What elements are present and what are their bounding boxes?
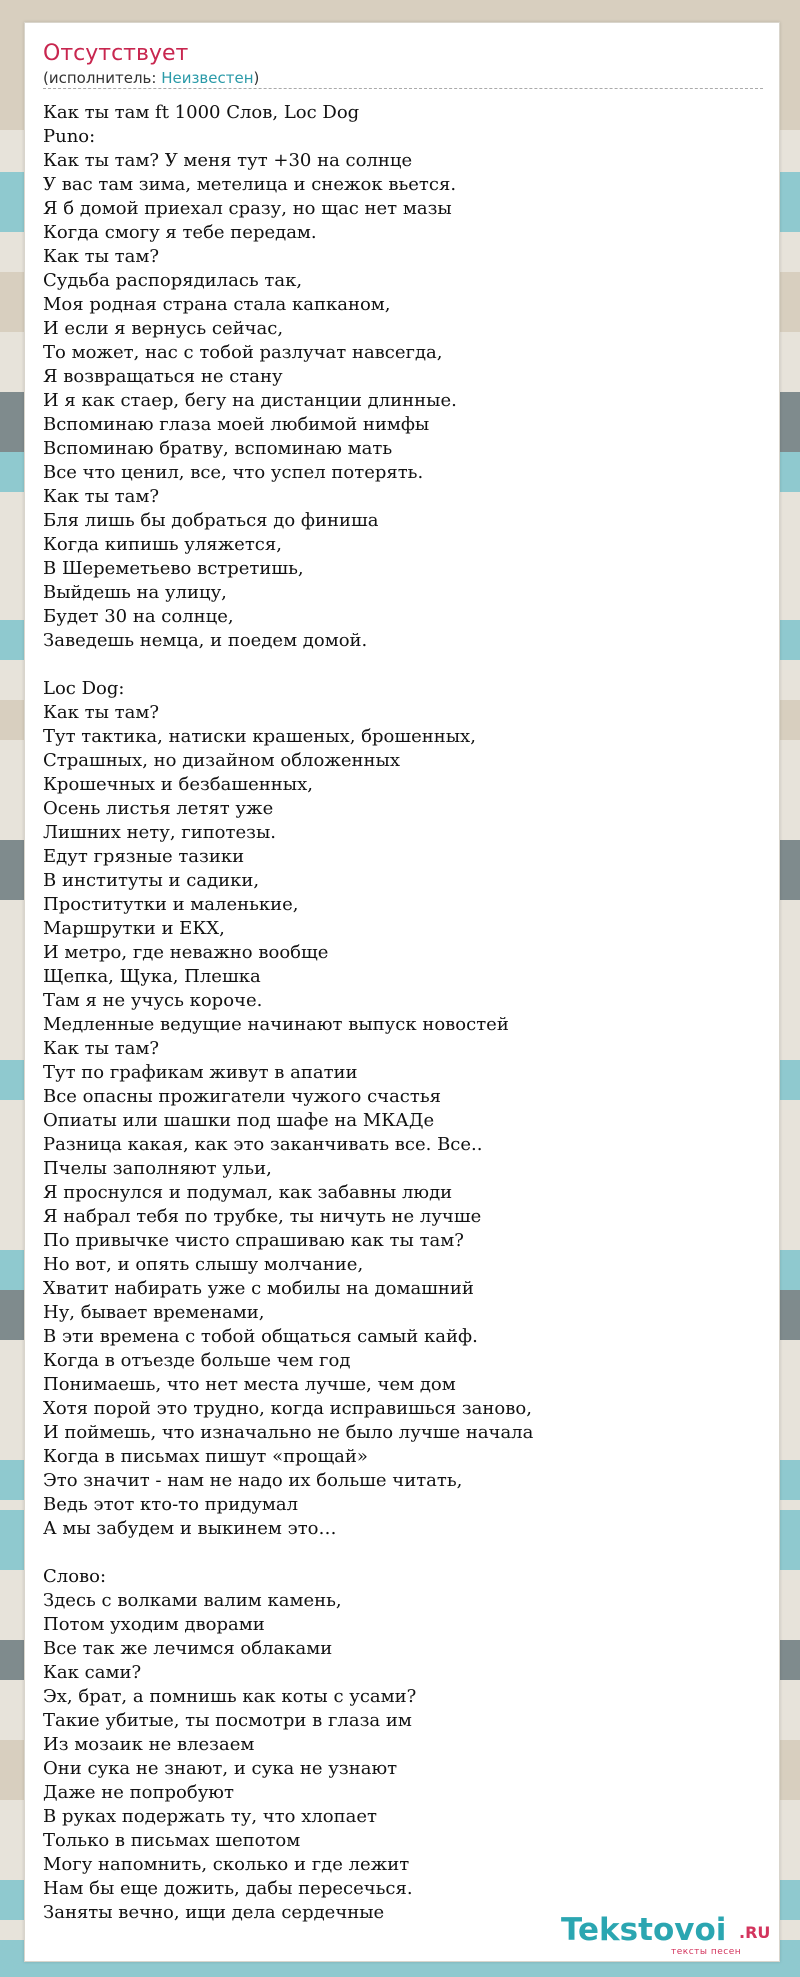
logo-tagline: тексты песен — [671, 1947, 742, 1957]
lyric-line: Эх, брат, а помнишь как коты с усами? — [43, 1686, 417, 1707]
logo-wordmark: Tekstovoi — [561, 1912, 727, 1948]
lyric-line: Слово: — [43, 1566, 107, 1587]
lyric-line: И метро, где неважно вообще — [43, 942, 329, 963]
lyric-line: Из мозаик не влезаем — [43, 1734, 255, 1755]
lyric-line: Страшных, но дизайном обложенных — [43, 750, 401, 771]
lyric-line: Выйдешь на улицу, — [43, 582, 227, 603]
lyric-line: Как ты там ft 1000 Слов, Loc Dog — [43, 102, 360, 123]
lyric-line: Потом уходим дворами — [43, 1614, 265, 1635]
lyric-line: Осень листья летят уже — [43, 798, 274, 819]
lyric-line: Как ты там? — [43, 1038, 159, 1059]
lyric-line: Ну, бывает временами, — [43, 1302, 265, 1323]
lyric-line: Пчелы заполняют ульи, — [43, 1158, 272, 1179]
lyric-line: Я б домой приехал сразу, но щас нет мазы — [43, 198, 452, 219]
lyric-line: Как сами? — [43, 1662, 142, 1683]
lyrics-card — [24, 22, 780, 1962]
lyric-line: Все так же лечимся облаками — [43, 1638, 333, 1659]
lyric-line: Когда в отъезде больше чем год — [43, 1350, 351, 1371]
lyric-line: Я проснулся и подумал, как забавны люди — [43, 1182, 453, 1203]
lyric-line: В Шереметьево встретишь, — [43, 558, 304, 579]
lyric-line: В институты и садики, — [43, 870, 260, 891]
lyric-line: Ведь этот кто-то придумал — [43, 1494, 299, 1515]
lyric-line: И если я вернусь сейчас, — [43, 318, 284, 339]
performer-suffix: ) — [253, 69, 260, 87]
lyric-line: Едут грязные тазики — [43, 846, 245, 867]
lyric-line: В руках подержать ту, что хлопает — [43, 1806, 377, 1827]
lyric-line: Но вот, и опять слышу молчание, — [43, 1254, 364, 1275]
lyric-line: Когда в письмах пишут «прощай» — [43, 1446, 368, 1467]
lyric-line: Как ты там? — [43, 486, 159, 507]
lyric-line: Нам бы еще дожить, дабы пересечься. — [43, 1878, 413, 1899]
lyric-line: Вспоминаю братву, вспоминаю мать — [43, 438, 393, 459]
performer-link[interactable]: Неизвестен — [161, 69, 254, 87]
lyric-line: Как ты там? — [43, 702, 159, 723]
lyric-line: Все опасны прожигатели чужого счастья — [43, 1086, 441, 1107]
lyric-line: Это значит - нам не надо их больше читать, — [43, 1470, 463, 1491]
lyric-line: Когда кипишь уляжется, — [43, 534, 282, 555]
lyric-line: Puno: — [43, 126, 96, 147]
lyric-line: Тут тактика, натиски крашеных, брошенных, — [43, 726, 476, 747]
lyric-line: Хватит набирать уже с мобилы на домашний — [43, 1278, 474, 1299]
lyric-line: Я набрал тебя по трубке, ты ничуть не лучше — [43, 1206, 482, 1227]
lyric-line: Как ты там? У меня тут +30 на солнце — [43, 150, 413, 171]
lyric-line: Все что ценил, все, что успел потерять. — [43, 462, 424, 483]
lyric-line: Проститутки и маленькие, — [43, 894, 299, 915]
lyric-line: Вспоминаю глаза моей любимой нимфы — [43, 414, 430, 435]
lyric-line: Могу напомнить, сколько и где лежит — [43, 1854, 410, 1875]
site-logo[interactable] — [561, 1913, 771, 1959]
lyric-line: Понимаешь, что нет места лучше, чем дом — [43, 1374, 456, 1395]
lyric-line: Такие убитые, ты посмотри в глаза им — [43, 1710, 412, 1731]
logo-domain: .RU — [739, 1923, 771, 1942]
lyrics-text — [43, 101, 763, 1925]
lyric-line: Разница какая, как это заканчивать все. Все.. — [43, 1134, 483, 1155]
lyric-line: Loc Dog: — [43, 678, 125, 699]
lyric-line: И я как стаер, бегу на дистанции длинные. — [43, 390, 457, 411]
lyric-line: Лишних нету, гипотезы. — [43, 822, 276, 843]
lyric-line: Заведешь немца, и поедем домой. — [43, 630, 368, 651]
performer-line — [43, 69, 763, 89]
lyric-line: Заняты вечно, ищи дела сердечные — [43, 1902, 385, 1923]
lyric-line — [43, 1541, 763, 1565]
lyric-line: Они сука не знают, и сука не узнают — [43, 1758, 398, 1779]
lyric-line: Только в письмах шепотом — [43, 1830, 301, 1851]
lyric-line: То может, нас с тобой разлучат навсегда, — [43, 342, 443, 363]
lyric-line: Щепка, Щука, Плешка — [43, 966, 261, 987]
lyric-line: Крошечных и безбашенных, — [43, 774, 313, 795]
lyric-line: Здесь с волками валим камень, — [43, 1590, 342, 1611]
lyric-line: А мы забудем и выкинем это… — [43, 1518, 337, 1539]
lyric-line: Тут по графикам живут в апатии — [43, 1062, 358, 1083]
lyric-line: В эти времена с тобой общаться самый кайф. — [43, 1326, 478, 1347]
lyric-line: Опиаты или шашки под шафе на МКАДе — [43, 1110, 435, 1131]
lyric-line: Как ты там? — [43, 246, 159, 267]
lyric-line: И поймешь, что изначально не было лучше начала — [43, 1422, 534, 1443]
lyric-line: Там я не учусь короче. — [43, 990, 263, 1011]
lyric-line: По привычке чисто спрашиваю как ты там? — [43, 1230, 464, 1251]
lyric-line: Когда смогу я тебе передам. — [43, 222, 317, 243]
lyric-line: Хотя порой это трудно, когда исправишься заново, — [43, 1398, 532, 1419]
lyric-line: Бля лишь бы добраться до финиша — [43, 510, 379, 531]
lyric-line: У вас там зима, метелица и снежок вьется. — [43, 174, 457, 195]
lyric-line: Моя родная страна стала капканом, — [43, 294, 391, 315]
lyric-line: Даже не попробуют — [43, 1782, 234, 1803]
lyric-line: Я возвращаться не стану — [43, 366, 283, 387]
lyric-line: Будет 30 на солнце, — [43, 606, 234, 627]
lyric-line: Судьба распорядилась так, — [43, 270, 303, 291]
lyric-line: Маршрутки и ЕКХ, — [43, 918, 225, 939]
lyric-line: Медленные ведущие начинают выпуск новостей — [43, 1014, 509, 1035]
song-title: Отсутствует — [43, 41, 189, 66]
lyric-line — [43, 653, 763, 677]
performer-prefix: (исполнитель: — [43, 69, 162, 87]
